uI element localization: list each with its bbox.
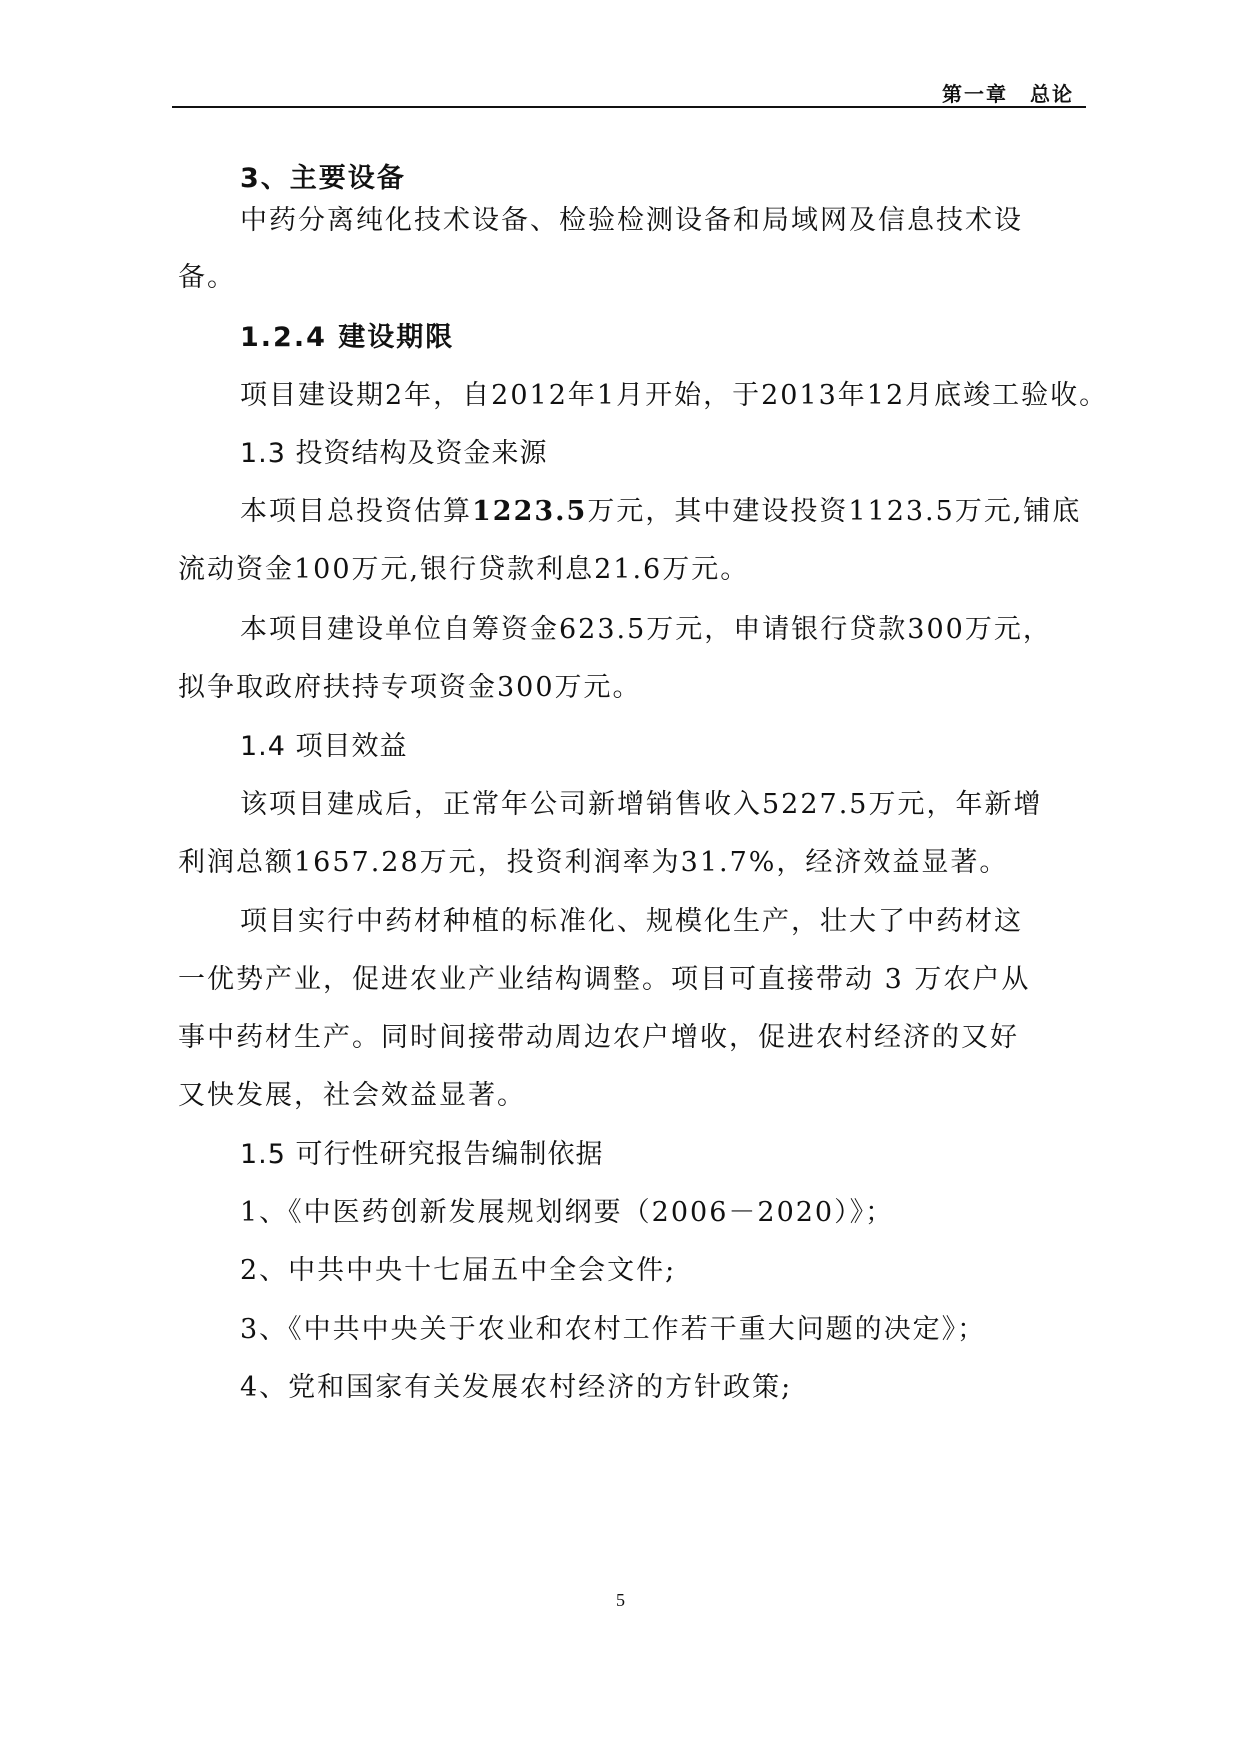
section-heading-investment: 1.3 投资结构及资金来源 <box>240 438 548 469</box>
section-heading-benefits: 1.4 项目效益 <box>240 731 408 762</box>
paragraph-line: 拟争取政府扶持专项资金300万元。 <box>178 672 642 703</box>
paragraph-line: 项目实行中药材种植的标准化、规模化生产，壮大了中药材这 <box>240 906 1023 937</box>
paragraph-line: 流动资金100万元,银行贷款利息21.6万元。 <box>178 554 750 585</box>
paragraph-line: 备。 <box>178 262 236 293</box>
total-investment-value: 1223.5 <box>472 496 588 527</box>
list-item: 2、中共中央十七届五中全会文件; <box>240 1255 677 1286</box>
section-heading-basis: 1.5 可行性研究报告编制依据 <box>240 1139 604 1170</box>
paragraph-line: 一优势产业，促进农业产业结构调整。项目可直接带动 3 万农户从 <box>178 964 1031 995</box>
section-heading-main-equipment: 3、主要设备 <box>240 163 406 194</box>
paragraph-line: 事中药材生产。同时间接带动周边农户增收，促进农村经济的又好 <box>178 1022 1019 1053</box>
list-item: 3、《中共中央关于农业和农村工作若干重大问题的决定》； <box>240 1314 987 1345</box>
list-item: 4、党和国家有关发展农村经济的方针政策; <box>240 1372 793 1403</box>
paragraph-line: 该项目建成后，正常年公司新增销售收入5227.5万元，年新增 <box>240 789 1043 820</box>
paragraph-line: 中药分离纯化技术设备、检验检测设备和局域网及信息技术设 <box>240 205 1023 236</box>
paragraph-line: 项目建设期2年，自2012年1月开始，于2013年12月底竣工验收。 <box>240 380 1109 411</box>
chapter-title: 第一章 总论 <box>942 82 1074 106</box>
text-run: 万元，其中建设投资1123.5万元,铺底 <box>587 496 1082 527</box>
text-run: 本项目总投资估算 <box>240 496 472 527</box>
page-number: 5 <box>616 1590 625 1610</box>
section-heading-construction-period: 1.2.4 建设期限 <box>240 322 455 353</box>
page-header <box>172 76 1086 108</box>
paragraph-line: 利润总额1657.28万元，投资利润率为31.7%，经济效益显著。 <box>178 847 1009 878</box>
paragraph-line: 本项目建设单位自筹资金623.5万元，申请银行贷款300万元， <box>240 614 1052 645</box>
list-item: 1、《中医药创新发展规划纲要（2006－2020）》； <box>240 1197 895 1228</box>
paragraph-line <box>240 494 1081 530</box>
paragraph-line: 又快发展，社会效益显著。 <box>178 1080 526 1111</box>
